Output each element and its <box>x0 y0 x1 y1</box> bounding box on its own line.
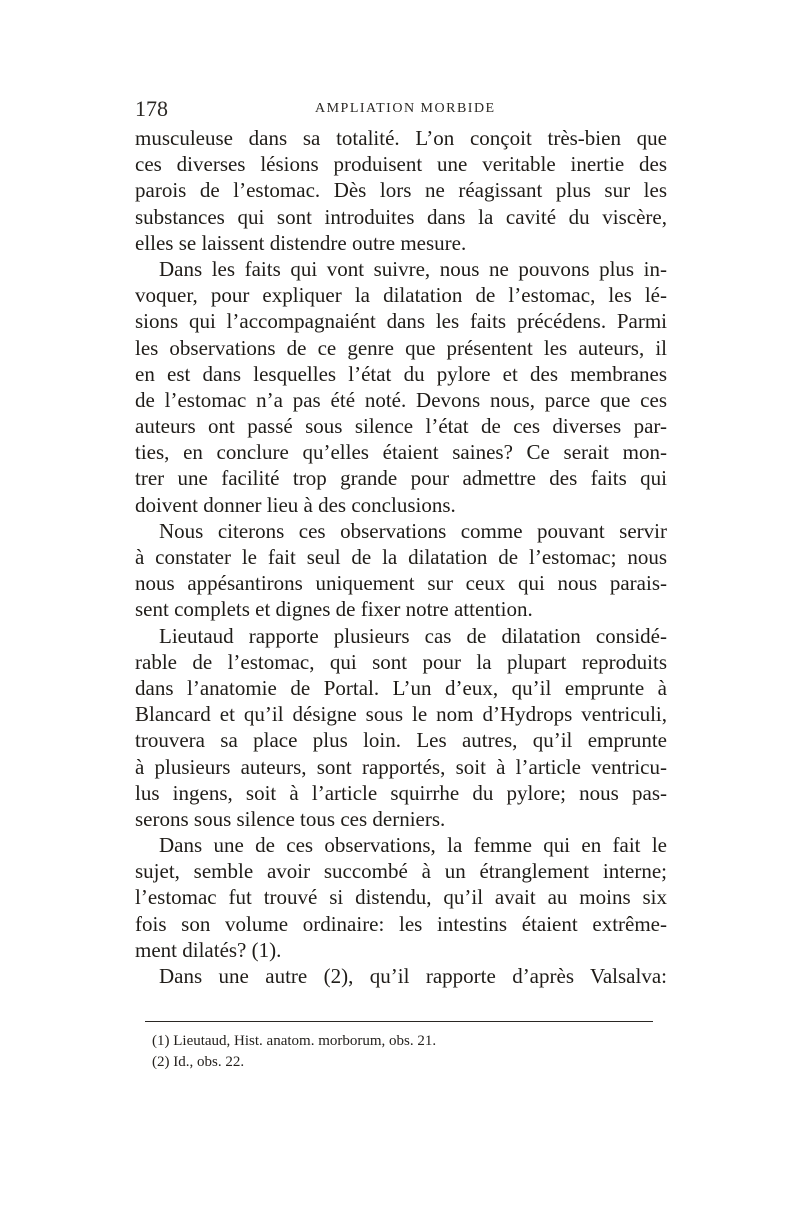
text-line: les observations de ce genre que présentent les auteurs, il <box>135 335 667 360</box>
text-line: elles se laissent distendre outre mesure. <box>135 230 467 255</box>
text-line: de l’estomac n’a pas été noté. Devons nous, parce que ces <box>135 387 667 412</box>
text-line: ces diverses lésions produisent une veritable inertie des <box>135 152 667 177</box>
page-number: 178 <box>135 96 168 121</box>
text-line: nous appésantirons uniquement sur ceux qui nous parais- <box>135 571 667 596</box>
text-line: rable de l’estomac, qui sont pour la plupart reproduits <box>135 649 667 674</box>
text-line: parois de l’estomac. Dès lors ne réagissant plus sur les <box>135 178 667 203</box>
body-text <box>135 125 667 989</box>
text-line: sions qui l’accompagnaiént dans les faits précédens. Parmi <box>135 309 667 334</box>
text-line: Dans les faits qui vont suivre, nous ne pouvons plus in- <box>159 256 667 281</box>
text-line: dans l’anatomie de Portal. L’un d’eux, qu’il emprunte à <box>135 675 667 700</box>
text-line: à plusieurs auteurs, sont rapportés, soit à l’article ventricu- <box>135 754 667 779</box>
text-line: trer une facilité trop grande pour admettre des faits qui <box>135 466 667 491</box>
text-line: serons sous silence tous ces derniers. <box>135 806 446 831</box>
text-line: musculeuse dans sa totalité. L’on conçoit très-bien que <box>135 126 667 150</box>
text-line: trouvera sa place plus loin. Les autres, qu’il emprunte <box>135 728 667 753</box>
text-line: à constater le fait seul de la dilatation de l’estomac; nous <box>135 545 667 569</box>
text-line: l’estomac fut trouvé si distendu, qu’il avait au moins six <box>135 885 667 910</box>
text-line: substances qui sont introduites dans la cavité du viscère, <box>135 204 667 229</box>
text-line: Blancard et qu’il désigne sous le nom d’Hydrops ventriculi, <box>135 702 667 727</box>
text-line: sent complets et dignes de fixer notre attention. <box>135 597 533 622</box>
text-line: fois son volume ordinaire: les intestins étaient extrême- <box>135 911 667 936</box>
text-line: doivent donner lieu à des conclusions. <box>135 492 456 517</box>
text-line: sujet, semble avoir succombé à un étranglement interne; <box>135 859 667 884</box>
running-head <box>135 96 655 120</box>
text-line: lus ingens, soit à l’article squirrhe du pylore; nous pas- <box>135 780 667 805</box>
text-line: Lieutaud rapporte plusieurs cas de dilatation considé- <box>159 623 667 648</box>
text-line: Nous citerons ces observations comme pouvant servir <box>159 518 667 543</box>
text-line: voquer, pour expliquer la dilatation de l’estomac, les lé- <box>135 283 667 308</box>
footnote-rule <box>145 1021 653 1022</box>
text-line: ment dilatés? (1). <box>135 937 282 962</box>
running-title: AMPLIATION MORBIDE <box>315 101 496 116</box>
text-line: auteurs ont passé sous silence l’état de ces diverses par- <box>135 414 667 439</box>
text-line: Dans une autre (2), qu’il rapporte d’après Valsalva: <box>159 964 667 988</box>
footnotes <box>152 1031 632 1073</box>
text-line: en est dans lesquelles l’état du pylore et des membranes <box>135 361 667 386</box>
text-line: ties, en conclure qu’elles étaient saines? Ce serait mon- <box>135 440 667 465</box>
footnote: (2) Id., obs. 22. <box>152 1054 245 1070</box>
text-line: Dans une de ces observations, la femme qui en fait le <box>159 833 667 858</box>
footnote: (1) Lieutaud, Hist. anatom. morborum, obs. 21. <box>152 1033 437 1049</box>
